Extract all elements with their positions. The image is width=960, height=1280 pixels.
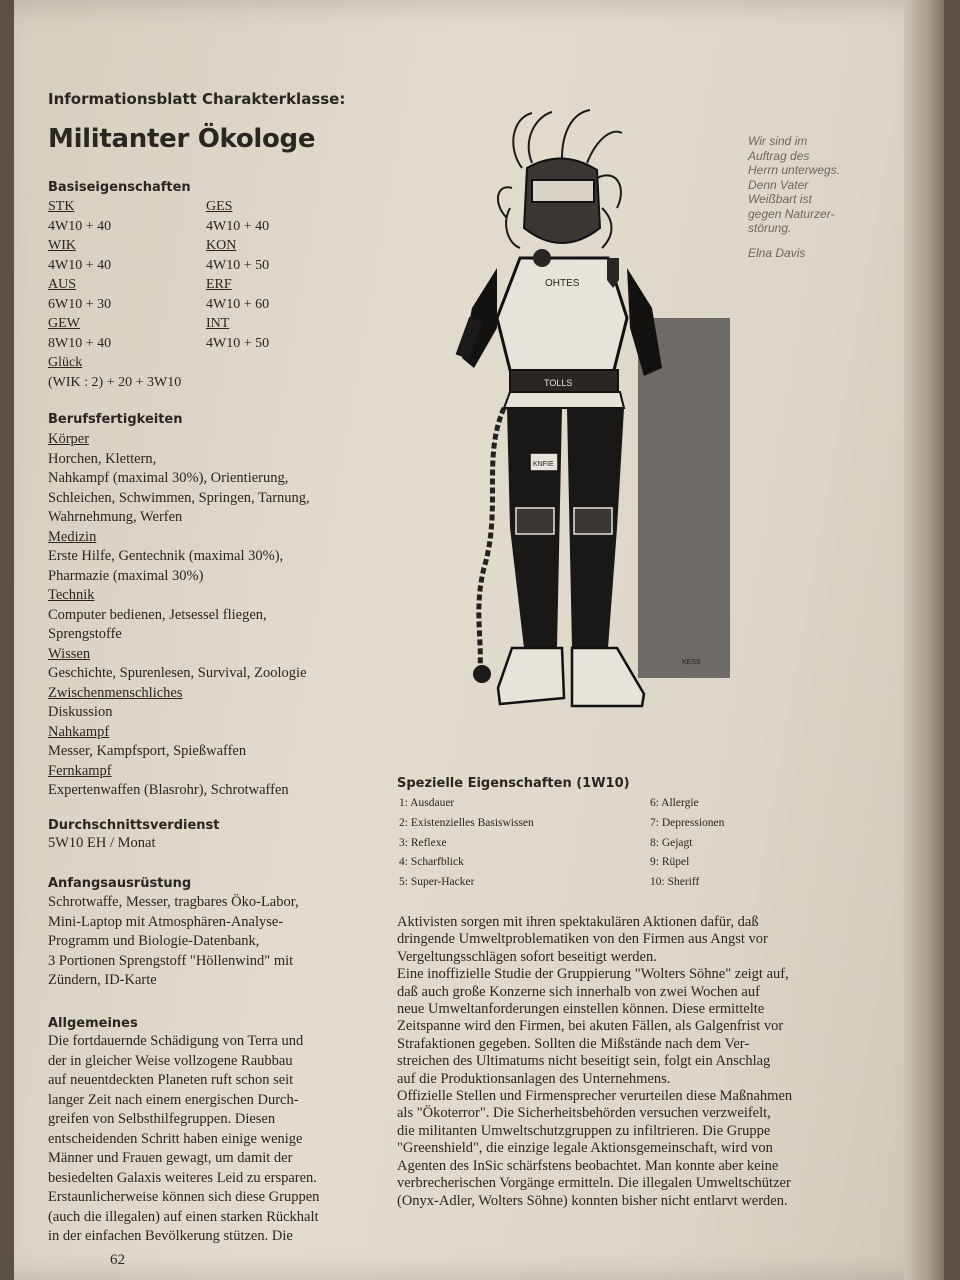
stat-value: 4W10 + 40 [206, 219, 270, 234]
page-title: Militanter Ökologe [48, 124, 316, 154]
skill-line: Computer bedienen, Jetsessel fliegen, [48, 606, 267, 623]
income-value: 5W10 EH / Monat [48, 835, 156, 851]
body-line: Aktivisten sorgen mit ihren spektakulären Aktionen dafür, daß [397, 914, 759, 930]
body-line: dringende Umweltproblematiken von den Firmen aus Angst vor [397, 931, 768, 948]
general-text [48, 1032, 319, 1247]
body-line: auf die Produktionsanlagen des Unternehmens. [397, 1070, 671, 1087]
skill-line: Pharmazie (maximal 30%) [48, 567, 204, 584]
body-line: (Onyx-Adler, Wolters Söhne) konnten bisher nicht entlarvt werden. [397, 1192, 788, 1209]
equipment-line: Mini-Laptop mit Atmosphären-Analyse- [48, 913, 284, 930]
skill-line: Geschichte, Spurenlesen, Survival, Zoologie [48, 665, 307, 681]
body-line: Offizielle Stellen und Firmensprecher verurteilen diese Maßnahmen [397, 1088, 793, 1105]
vest-badge [533, 249, 551, 267]
body-line: die militanten Umweltschutzgruppen zu infiltrieren. Die Gruppe [397, 1122, 771, 1139]
general-line: Erstaunlicherweise können sich diese Gruppen [48, 1189, 320, 1205]
body-line: Agenten des InSic schärfstens beobachtet. Man konnte aber keine [397, 1157, 779, 1174]
stat-label: ERF [206, 277, 232, 292]
glueck-label: Glück [48, 355, 83, 370]
skill-line: Schleichen, Schwimmen, Springen, Tarnung, [48, 489, 310, 506]
skill-category: Technik [48, 587, 95, 603]
body-line: Strafaktionen gegeben. Sollten die Mißstände nach dem Ver- [397, 1035, 750, 1052]
quote-author: Elna Davis [748, 245, 806, 260]
stat-value: 4W10 + 50 [206, 336, 270, 351]
artist-signature: KESS [682, 659, 701, 666]
general-line: auf neuentdeckten Planeten ruft schon seit [48, 1072, 294, 1088]
special-item: 2: Existenzielles Basiswissen [399, 816, 534, 829]
basis-heading: Basiseigenschaften [48, 180, 191, 195]
stat-value: 4W10 + 50 [206, 258, 270, 273]
general-line: der in gleicher Weise vollzogene Raubbau [48, 1052, 293, 1069]
skill-category: Wissen [48, 645, 91, 662]
book-page [14, 0, 944, 1280]
quote-line: Weißbart ist [748, 192, 812, 206]
skill-line: Nahkampf (maximal 30%), Orientierung, [48, 470, 289, 486]
body-line: streichen des Ultimatums nicht beseitigt sein, folgt ein Anschlag [397, 1053, 771, 1070]
body-line: verbrecherischen Vorgänge ermitteln. Die illegalen Umweltschützer [397, 1175, 791, 1192]
stat-label: AUS [48, 277, 77, 292]
equipment-line: 3 Portionen Sprengstoff "Höllenwind" mit [48, 952, 294, 969]
income-heading: Durchschnittsverdienst [48, 818, 220, 833]
vest-text: OHTES [545, 278, 580, 289]
general-line: Die fortdauernde Schädigung von Terra und [48, 1033, 304, 1049]
special-left-list [399, 794, 534, 893]
special-item: 5: Super-Hacker [399, 876, 475, 889]
class-sheet-supertitle: Informationsblatt Charakterklasse: [48, 90, 346, 108]
quote-line: Herrn unterwegs. [748, 163, 841, 177]
skill-line: Horchen, Klettern, [48, 450, 157, 467]
skill-category: Medizin [48, 528, 97, 545]
equipment-list [48, 893, 299, 991]
belt-text: TOLLS [544, 378, 573, 388]
body-line: neue Umweltanforderungen einstellen können. Diese ermittelte [397, 1001, 765, 1018]
quote-line: gegen Naturzer- [748, 206, 835, 221]
skill-line: Sprengstoffe [48, 626, 122, 642]
special-item: 7: Depressionen [650, 816, 725, 829]
stat-label: INT [206, 316, 230, 331]
skill-category: Nahkampf [48, 723, 110, 740]
skill-line: Messer, Kampfsport, Spießwaffen [48, 743, 247, 759]
skill-line: Diskussion [48, 704, 113, 720]
page-edge [904, 0, 944, 1280]
special-heading: Spezielle Eigenschaften (1W10) [397, 776, 630, 791]
special-item: 10: Sheriff [650, 876, 700, 889]
special-item: 8: Gejagt [650, 836, 693, 849]
stat-label: GES [206, 199, 233, 214]
skill-category: Körper [48, 431, 90, 447]
left-boot [498, 648, 564, 704]
body-text [397, 914, 792, 1210]
page-number: 62 [110, 1252, 125, 1268]
body-line: Eine inoffizielle Studie der Gruppierung "Wolters Söhne" zeigt auf, [397, 966, 789, 983]
body-line: Vergeltungsschlägen sofort beseitigt werden. [397, 948, 657, 965]
quote-line: störung. [748, 221, 792, 235]
stat-value: 4W10 + 60 [206, 297, 270, 312]
special-item: 9: Rüpel [650, 856, 690, 869]
skill-line: Wahrnehmung, Werfen [48, 509, 183, 525]
special-right-list [650, 794, 724, 893]
knee-pad-left [516, 508, 554, 534]
general-line: entscheidenden Schritt haben einige wenige [48, 1130, 303, 1147]
goggles [532, 180, 594, 202]
special-item: 6: Allergie [650, 797, 699, 809]
stat-value: 6W10 + 30 [48, 297, 112, 312]
side-quote [748, 134, 878, 260]
waist [504, 392, 624, 408]
chain-weight [473, 665, 491, 683]
special-item: 1: Ausdauer [399, 797, 455, 809]
general-line: Männer und Frauen gewagt, um damit der [48, 1150, 293, 1166]
general-line: in der einfachen Bevölkerung stützen. Die [48, 1228, 293, 1244]
general-line: (auch die illegalen) auf einen starken Rückhalt [48, 1208, 319, 1225]
stat-label: STK [48, 199, 75, 214]
quote-line: Auftrag des [748, 148, 810, 163]
skills-heading: Berufsfertigkeiten [48, 412, 183, 427]
general-heading: Allgemeines [48, 1016, 138, 1031]
general-line: besiedelten Galaxis weiteres Leid zu ersparen. [48, 1169, 317, 1186]
stat-label: KON [206, 238, 237, 253]
stat-value: 4W10 + 40 [48, 258, 112, 273]
quote-line: Wir sind im [748, 134, 808, 148]
glueck-value: (WIK : 2) + 20 + 3W10 [48, 375, 182, 390]
equipment-line: Zündern, ID-Karte [48, 972, 157, 988]
stat-label: WIK [48, 238, 76, 253]
body-line: als "Ökoterror". Die Sicherheitsbehörden versuchen verzweifelt, [397, 1105, 771, 1122]
skills-list [48, 430, 310, 801]
stat-value: 8W10 + 40 [48, 336, 112, 351]
equipment-heading: Anfangsausrüstung [48, 876, 192, 891]
general-line: langer Zeit nach einem energischen Durch- [48, 1091, 299, 1108]
body-line: Zeitspanne wird den Firmen, bei akuten Fällen, als Galgenfrist vor [397, 1018, 784, 1035]
equipment-line: Programm und Biologie-Datenbank, [48, 933, 260, 949]
chain [479, 408, 504, 668]
knee-pad-right [574, 508, 612, 534]
skill-category: Zwischenmenschliches [48, 684, 183, 701]
equipment-line: Schrotwaffe, Messer, tragbares Öko-Labor, [48, 894, 299, 910]
right-boot [572, 648, 644, 706]
skill-category: Fernkampf [48, 762, 112, 779]
pocket-text: KNFIE [533, 461, 554, 468]
special-item: 3: Reflexe [399, 836, 447, 849]
skill-line: Expertenwaffen (Blasrohr), Schrotwaffen [48, 782, 289, 798]
general-line: greifen von Selbsthilfegruppen. Diesen [48, 1111, 276, 1127]
body-line: daß auch große Konzerne sich innerhalb von zwei Wochen auf [397, 983, 760, 1000]
character-illustration [412, 108, 730, 728]
stat-value: 4W10 + 40 [48, 219, 112, 234]
skill-line: Erste Hilfe, Gentechnik (maximal 30%), [48, 548, 284, 564]
quote-line: Denn Vater [748, 177, 809, 192]
stat-label: GEW [48, 316, 80, 331]
body-line: "Greenshield", die einzige legale Aktionsgemeinschaft, wird von [397, 1140, 773, 1157]
special-item: 4: Scharfblick [399, 856, 464, 869]
